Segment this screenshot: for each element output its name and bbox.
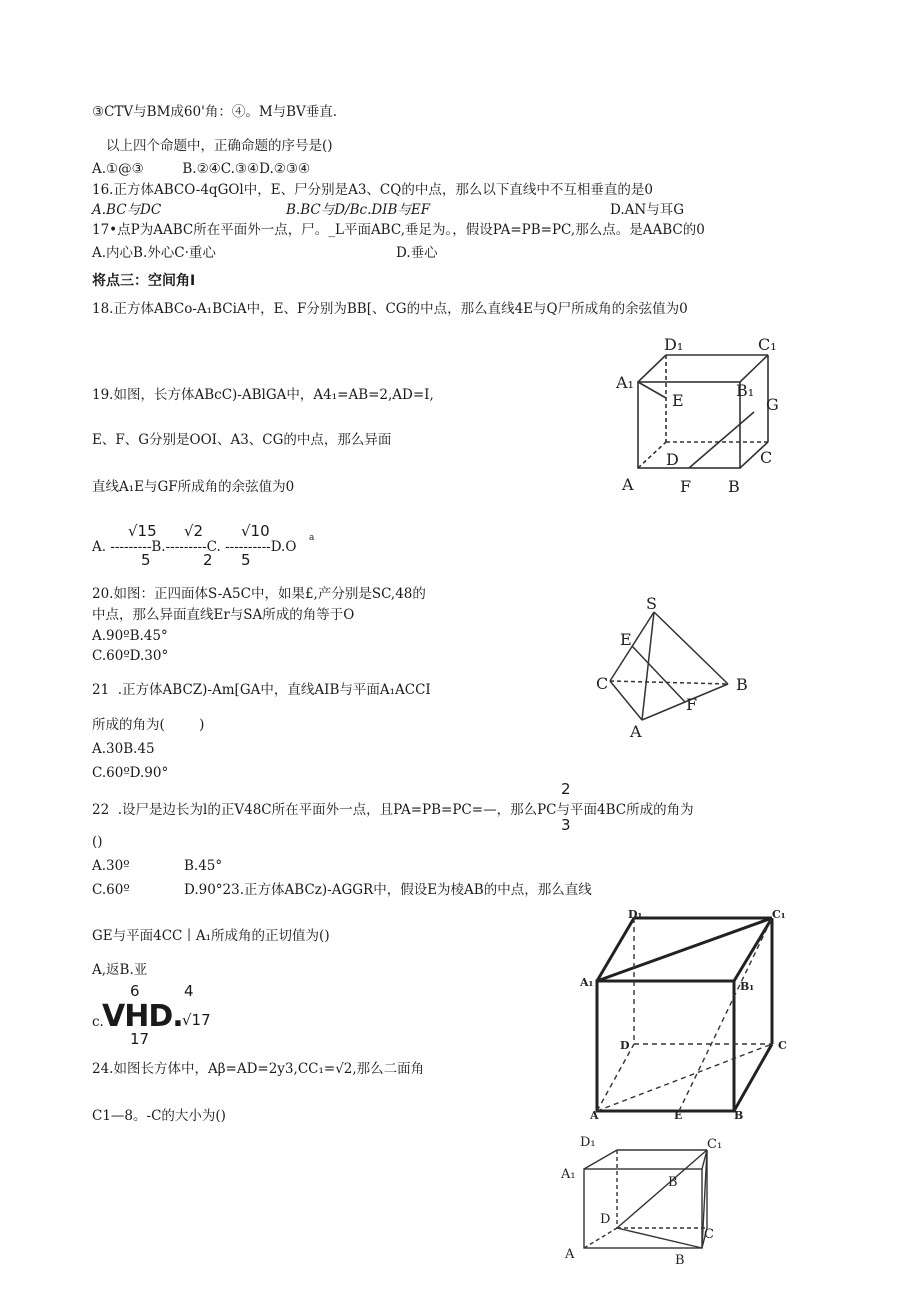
- q18-stem: 18.正方体ABCo-A₁BCiA中，E、F分别为BB[、CG的中点，那么直线4E与Q尸所成角的余弦值为0: [92, 301, 688, 317]
- q23-fig-label-a: A: [590, 1109, 599, 1122]
- q22-fraction-denominator: 3: [561, 816, 571, 834]
- q19-stem-line3: 直线A₁E与GF所成角的余弦值为0: [92, 479, 295, 495]
- q24-fig-label-a1: A₁: [561, 1167, 576, 1182]
- q19-option-b-numerator: √2: [184, 522, 204, 540]
- q19-fig-label-a: A: [622, 475, 634, 494]
- q24-fig-label-c: C: [704, 1227, 714, 1242]
- q19-cuboid-figure: [600, 330, 810, 500]
- q19-fig-label-b: B: [728, 477, 740, 496]
- q20-fig-label-c: C: [596, 674, 609, 693]
- q20-fig-label-a: A: [630, 722, 642, 741]
- q23-cube-figure: [580, 906, 795, 1121]
- q16-stem: 16.正方体ABCO-4qGOl中，E、尸分别是A3、CQ的中点，那么以下直线中不互相垂直的是0: [92, 182, 653, 198]
- q22-option-c: C.60º: [92, 882, 130, 898]
- q19-fig-label-c: C: [760, 448, 773, 467]
- q19-fig-label-d: D: [666, 450, 679, 469]
- q21-options-row1: A.30B.45: [92, 741, 155, 757]
- q23-option-c-label: c.: [92, 1014, 104, 1030]
- q24-fig-label-d1: D₁: [580, 1135, 596, 1150]
- q24-fig-label-a: A: [565, 1247, 575, 1262]
- q19-option-b-denominator: 2: [203, 551, 213, 569]
- q15-statement-line: ③CTV与BM成60'角：④。M与BV垂直.: [92, 104, 338, 120]
- q20-stem-line2: 中点，那么异面直线Er与SA所成的角等于O: [92, 607, 355, 623]
- q23-fig-label-c: C: [778, 1039, 787, 1052]
- q19-stray-mark: a: [309, 533, 315, 543]
- q19-stem-line1: 19.如图，长方体ABcC)-ABlGA中，A4₁=AB=2,AD=I,: [92, 387, 434, 403]
- q22-option-d-and-q23-start: D.90°23.正方体ABCz)-AGGR中，假设E为棱AB的中点，那么直线: [184, 882, 592, 898]
- q23-fig-label-c1: C₁: [772, 908, 786, 921]
- q19-option-a-denominator: 5: [141, 551, 151, 569]
- q20-tetrahedron-figure: [590, 596, 760, 744]
- q19-option-c-numerator: √10: [241, 522, 270, 540]
- q24-fig-label-b: B: [675, 1253, 685, 1268]
- q24-fig-label-b1: B: [668, 1175, 678, 1190]
- q23-option-b-numerator: 4: [184, 982, 194, 1000]
- q19-option-a-numerator: √15: [128, 522, 157, 540]
- q23-fig-label-b1: B₁: [740, 980, 755, 993]
- q23-fig-label-d: D: [620, 1039, 630, 1052]
- q24-fig-label-c1: C₁: [707, 1137, 723, 1152]
- q23-options-ab: A,返B.亚: [92, 962, 148, 978]
- q24-cuboid-figure: [555, 1136, 735, 1266]
- q24-stem: 24.如图长方体中，Aβ=AD=2y3,CC₁=√2,那么二面角: [92, 1061, 425, 1077]
- q22-stem: 22 .设尸是边长为l的正V48C所在平面外一点，且PA=PB=PC=—，那么PC与平面4BC所成的角为: [92, 802, 694, 818]
- q24-fig-label-d: D: [600, 1212, 611, 1227]
- section-heading: 将点三：空间角I: [92, 273, 196, 289]
- q17-stem: 17•点P为AABC所在平面外一点，尸。_L平面ABC,垂足为。，假设PA=PB=PC,那么点。是AABC的0: [92, 222, 705, 238]
- q19-stem-line2: E、F、G分别是OOI、A3、CG的中点，那么异面: [92, 432, 392, 448]
- q23-fig-label-e: E: [674, 1109, 683, 1122]
- q16-option-a: A.BC与DC: [92, 202, 162, 218]
- q20-options-row2: C.60ºD.30°: [92, 648, 169, 664]
- q19-fig-label-e: E: [672, 391, 684, 410]
- q20-options-row1: A.90ºB.45°: [92, 628, 168, 644]
- q23-fig-label-b: B: [734, 1109, 744, 1122]
- q23-fig-label-a1: A₁: [580, 976, 594, 989]
- q15-prompt: 以上四个命题中，正确命题的序号是(): [106, 138, 333, 154]
- q17-options: A.内心B.外心C·重心: [92, 245, 216, 261]
- q24-stem-line2: C1—8。-C的大小为(): [92, 1108, 226, 1124]
- q23-option-d-sqrt: √17: [182, 1011, 211, 1029]
- q21-stem-line2: 所成的角为( ): [92, 717, 205, 733]
- q20-stem-line1: 20.如图：正四面体S-A5C中，如果£,产分别是SC,48的: [92, 586, 426, 602]
- q23-option-a-numerator: 6: [130, 982, 140, 1000]
- q19-fig-label-a1: A₁: [616, 373, 634, 392]
- q23-option-c-denominator: 17: [130, 1030, 150, 1048]
- q19-fig-label-g: G: [766, 395, 779, 414]
- q17-option-d: D.垂心: [396, 245, 438, 261]
- q21-options-row2: C.60ºD.90°: [92, 765, 169, 781]
- q19-fig-label-b1: B₁: [736, 381, 755, 400]
- q23-options-cd-glyphs: VHD.: [102, 999, 183, 1034]
- q23-fig-label-d1: D₁: [628, 908, 643, 921]
- q16-option-d: D.AN与耳G: [610, 202, 684, 218]
- q21-stem-line1: 21 .正方体ABCZ)-Am[GA中，直线AIB与平面A₁ACCI: [92, 682, 431, 698]
- q22-fraction-numerator: 2: [561, 780, 571, 798]
- q19-fig-label-c1: C₁: [758, 335, 777, 354]
- q22-option-b: B.45°: [184, 858, 223, 874]
- q15-options: A.①@③ B.②④C.③④D.②③④: [92, 161, 311, 177]
- q19-option-c-denominator: 5: [241, 551, 251, 569]
- q16-option-b: B.BC与D/Bc.DIB与EF: [286, 202, 431, 218]
- q20-fig-label-e: E: [620, 630, 632, 649]
- q20-fig-label-f: F: [686, 695, 698, 714]
- q22-option-a: A.30º: [92, 858, 130, 874]
- q22-answer-paren: (): [92, 834, 103, 850]
- q20-fig-label-b: B: [736, 675, 748, 694]
- q19-options: A. ---------B.---------C. ----------D.O: [92, 539, 297, 555]
- q20-fig-label-s: S: [646, 594, 657, 613]
- q19-fig-label-d1: D₁: [664, 335, 684, 354]
- q19-fig-label-f: F: [680, 477, 692, 496]
- q23-stem: GE与平面4CC丨A₁所成角的正切值为(): [92, 928, 330, 944]
